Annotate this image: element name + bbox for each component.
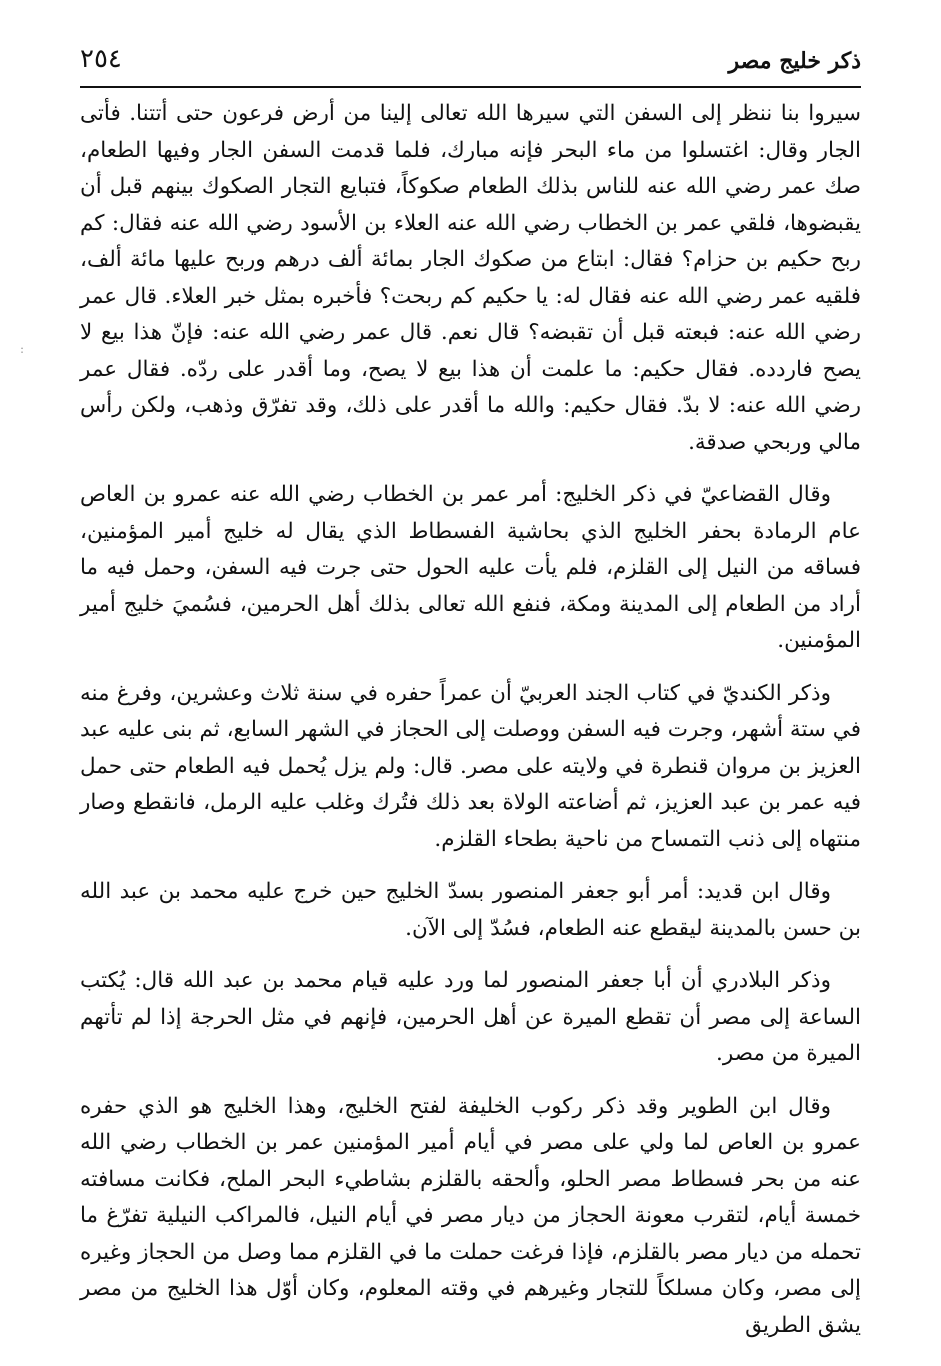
paragraph-6: وقال ابن الطوير وقد ذكر ركوب الخليفة لفتح الخليج، وهذا الخليج هو الذي حفره عمرو بن العاص لما ولي على مصر في أيام أمير المؤمنين عمر بن الخطاب رضي الله عنه من بحر فسطاط مصر الحلو، وألحقه بالقلزم بشاطيء البحر الملح، فكانت مسافته خمسة أيام، لتقرب معونة الحجاز من ديار مصر في أيام النيل، فالمراكب النيلية تفرّغ ما تحمله من ديار مصر بالقلزم، فإذا فرغت حملت ما في القلزم مما وصل من الحجاز وغيره إلى مصر، وكان مسلكاً للتجار وغيرهم في وقته المعلوم، وكان أوّل هذا الخليج من مصر يشق الطريق	[80, 1093, 861, 1338]
paragraph-3: وذكر الكنديّ في كتاب الجند العربيّ أن عمراً حفره في سنة ثلاث وعشرين، وفرغ منه في ستة أشهر، وجرت فيه السفن ووصلت إلى الحجاز في الشهر السابع، ثم بنى عليه عبد العزيز بن مروان قنطرة في ولايته على مصر. قال: ولم يزل يُحمل فيه الطعام حتى حمل فيه عمر بن عبد العزيز، ثم أضاعته الولاة بعد ذلك فتُرك وغلب عليه الرمل، فانقطع وصار منتهاه إلى ذنب التمساح من ناحية بطحاء القلزم.	[80, 680, 861, 852]
body-text	[80, 96, 861, 1344]
running-title: ذكر خليج مصر	[728, 48, 861, 74]
paragraph-4: وقال ابن قديد: أمر أبو جعفر المنصور بسدّ الخليج حين خرج عليه محمد بن عبد الله بن حسن بالمدينة ليقطع عنه الطعام، فسُدّ إلى الآن.	[80, 879, 861, 941]
margin-mark: :	[20, 342, 25, 356]
paragraph-1: سيروا بنا ننظر إلى السفن التي سيرها الله تعالى إلينا من أرض فرعون حتى أتتنا. فأتى الجار وقال: اغتسلوا من ماء البحر فإنه مبارك، فلما قدمت السفن الجار وفيها الطعام، صك عمر رضي الله عنه للناس بذلك الطعام صكوكاً، فتبايع التجار الصكوك بينهم قبل أن يقبضوها، فلقي عمر بن الخطاب رضي الله عنه العلاء بن الأسود رضي الله عنه فقال: كم ربح حكيم بن حزام؟ فقال: ابتاع من صكوك الجار بمائة ألف درهم وربح عليها مائة ألف، فلقيه عمر رضي الله عنه فقال له: يا حكيم كم ربحت؟ فأخبره بمثل خبر العلاء. قال عمر رضي الله عنه: فبعته قبل أن تقبضه؟ قال نعم. قال عمر رضي الله عنه: فإنّ هذا بيع لا يصح فاردده. فقال حكيم: ما علمت أن هذا بيع لا يصح، وما أقدر على ردّه. فقال عمر رضي الله عنه: لا بدّ. فقال حكيم: والله ما أقدر على ذلك، وقد تفرّق وذهب، ولكن رأس مالي وربحي صدقة.	[80, 101, 861, 455]
paragraph-2: وقال القضاعيّ في ذكر الخليج: أمر عمر بن الخطاب رضي الله عنه عمرو بن العاص عام الرمادة بحفر الخليج الذي بحاشية الفسطاط الذي يقال له خليج أمير المؤمنين، فساقه من النيل إلى القلزم، فلم يأت عليه الحول حتى جرت فيه السفن، وحمل فيه ما أراد من الطعام إلى المدينة ومكة، فنفع الله تعالى بذلك أهل الحرمين، فسُميَ خليج أمير المؤمنين.	[80, 482, 861, 653]
page-header	[80, 38, 861, 88]
page-number: ٢٥٤	[80, 44, 122, 74]
paragraph-5: وذكر البلادري أن أبا جعفر المنصور لما ورد عليه قيام محمد بن عبد الله قال: يُكتب الساعة إلى مصر أن تقطع الميرة عن أهل الحرمين، فإنهم في مثل الحرجة إذا لم تأتهم الميرة من مصر.	[80, 968, 861, 1066]
